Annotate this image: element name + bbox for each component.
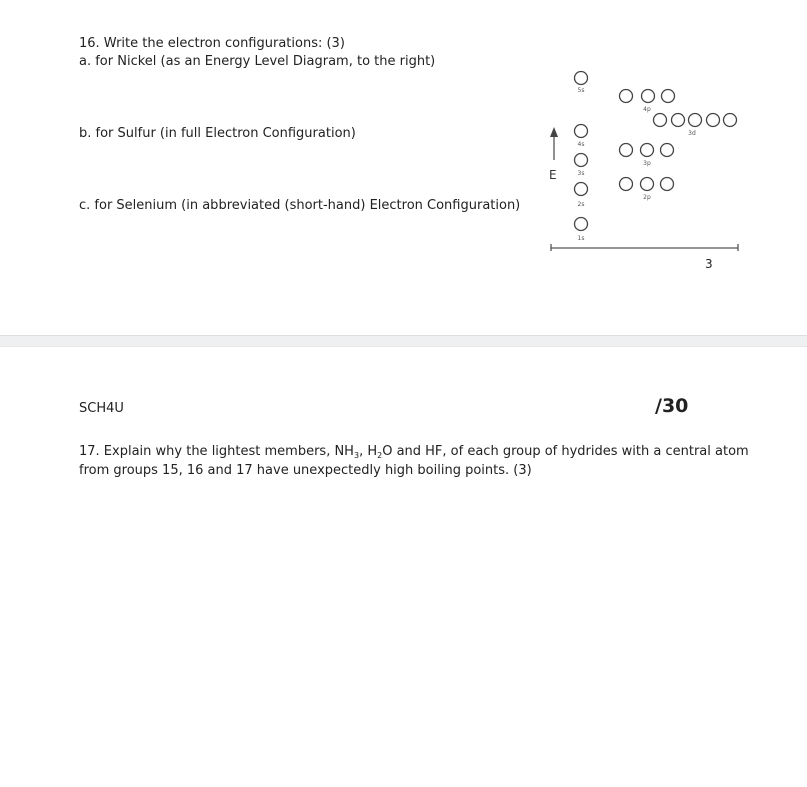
orbital-4p <box>642 90 655 103</box>
subscript: 3 <box>353 451 360 460</box>
orbital-3d <box>654 114 667 127</box>
orbital-label-2s: 2s <box>577 201 585 208</box>
question-16-part-c: c. for Selenium (in abbreviated (short-hand) Electron Configuration) <box>79 198 521 213</box>
course-code: SCH4U <box>79 401 124 416</box>
orbital-3d <box>689 114 702 127</box>
orbital-label-4p: 4p <box>643 106 651 113</box>
orbital-3d <box>672 114 685 127</box>
question-16-part-b: b. for Sulfur (in full Electron Configuration) <box>79 126 356 141</box>
orbital-label-1s: 1s <box>577 235 585 242</box>
orbital-label-3d: 3d <box>688 130 696 137</box>
question-17-text: , H <box>359 444 378 459</box>
question-17-text: 17. Explain why the lightest members, NH <box>79 444 354 459</box>
energy-level-diagram <box>540 58 745 253</box>
orbital-4p <box>620 90 633 103</box>
question-17-line-2: from groups 15, 16 and 17 have unexpectedly high boiling points. (3) <box>79 463 532 478</box>
orbital-3s <box>575 154 588 167</box>
question-17-text: O and HF, of each group of hydrides with a central atom <box>382 444 749 459</box>
orbital-2p <box>620 178 633 191</box>
orbital-label-3p: 3p <box>643 160 651 167</box>
question-16-part-a: a. for Nickel (as an Energy Level Diagram, to the right) <box>79 54 436 69</box>
orbital-2p <box>641 178 654 191</box>
total-score: /30 <box>655 395 689 417</box>
energy-axis-label: E <box>549 168 557 182</box>
question-17-line-1 <box>79 443 749 461</box>
question-16-title: 16. Write the electron configurations: (3) <box>79 36 345 51</box>
orbital-5s <box>575 72 588 85</box>
page-number: 3 <box>705 257 713 271</box>
orbital-3p <box>661 144 674 157</box>
page-divider <box>0 335 807 347</box>
orbital-label-2p: 2p <box>643 194 651 201</box>
orbital-2p <box>661 178 674 191</box>
orbital-4s <box>575 125 588 138</box>
orbital-label-5s: 5s <box>577 87 585 94</box>
subscript: 2 <box>377 451 383 460</box>
orbital-3d <box>707 114 720 127</box>
orbital-3p <box>620 144 633 157</box>
energy-arrow-head <box>550 127 558 137</box>
orbital-3p <box>641 144 654 157</box>
orbital-2s <box>575 183 588 196</box>
orbital-label-3s: 3s <box>577 170 585 177</box>
orbital-1s <box>575 218 588 231</box>
orbital-4p <box>662 90 675 103</box>
orbital-label-4s: 4s <box>577 141 585 148</box>
orbital-3d <box>724 114 737 127</box>
